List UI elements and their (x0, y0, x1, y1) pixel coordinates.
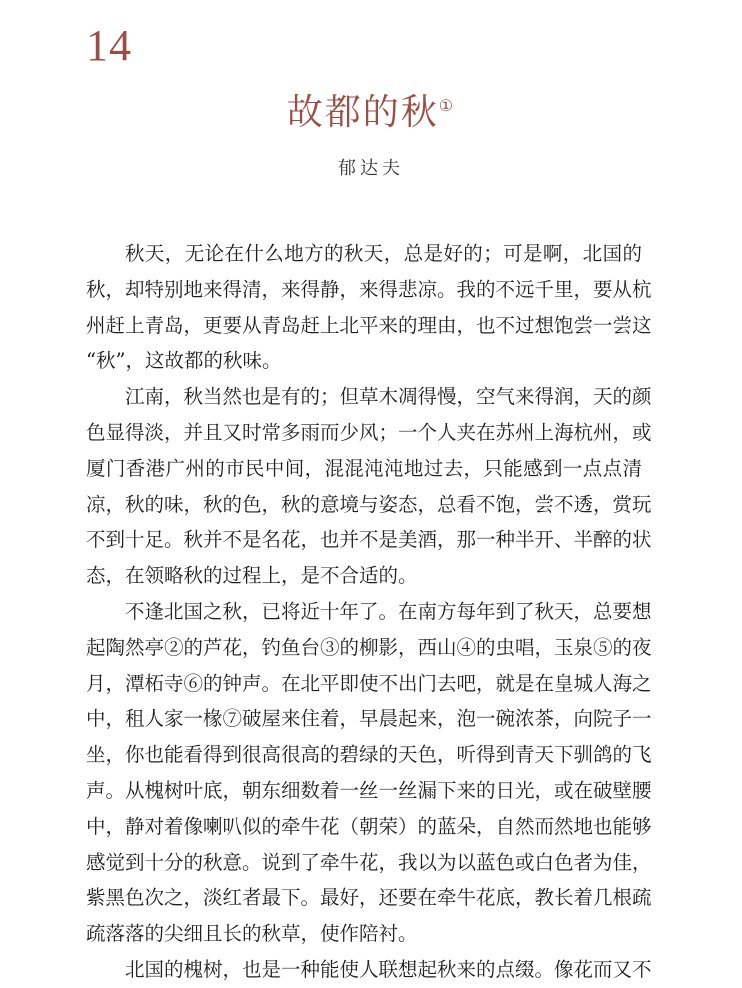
text-line: 感觉到十分的秋意。说到了牵牛花，我以为以蓝色或白色者为佳， (86, 850, 652, 874)
text-line: 州赶上青岛，更要从青岛赶上北平来的理由，也不过想饱尝一尝这 (86, 313, 652, 337)
text-line: 起陶然亭②的芦花，钓鱼台③的柳影，西山④的虫唱，玉泉⑤的夜 (86, 635, 652, 659)
text-line: 凉，秋的味，秋的色，秋的意境与姿态，总看不饱，尝不透，赏玩 (86, 492, 652, 516)
text-line: 秋，却特别地来得清，来得静，来得悲凉。我的不远千里，要从杭 (86, 277, 652, 301)
text-line: 江南，秋当然也是有的；但草木凋得慢，空气来得润，天的颜 (125, 385, 652, 409)
text-line: 北国的槐树，也是一种能使人联想起秋来的点缀。像花而又不 (125, 957, 652, 981)
article-body (86, 236, 652, 988)
text-line: “秋”，这故都的秋味。 (86, 349, 282, 373)
text-line: 不逢北国之秋，已将近十年了。在南方每年到了秋天，总要想 (125, 599, 652, 623)
text-line: 坐，你也能看得到很高很高的碧绿的天色，听得到青天下驯鸽的飞 (86, 743, 652, 767)
text-line: 秋天，无论在什么地方的秋天，总是好的；可是啊，北国的 (125, 242, 642, 265)
title-text: 故都的秋 (286, 92, 439, 133)
author-name: 郁达夫 (338, 158, 404, 179)
paragraph-3 (86, 594, 652, 952)
text-line: 中，租人家一椽⑦破屋来住着，早晨起来，泡一碗浓茶，向院子一 (86, 707, 652, 731)
text-line: 月，潭柘寺⑥的钟声。在北平即使不出门去吧，就是在皇城人海之 (86, 671, 652, 695)
paragraph-2 (86, 379, 652, 594)
footnote-marker: ① (438, 96, 456, 115)
lesson-number: 14 (86, 21, 132, 70)
text-line: 不到十足。秋并不是名花，也并不是美酒，那一种半开、半醉的状 (86, 528, 652, 552)
paragraph-1 (86, 236, 652, 379)
text-line: 态，在领略秋的过程上，是不合适的。 (86, 564, 418, 588)
text-line: 色显得淡，并且又时常多雨而少风；一个人夹在苏州上海杭州，或 (86, 420, 652, 444)
text-line: 厦门香港广州的市民中间，混混沌沌地过去，只能感到一点点清 (86, 456, 642, 480)
paragraph-4 (86, 952, 652, 988)
text-line: 中，静对着像喇叭似的牵牛花（朝荣）的蓝朵，自然而然地也能够 (86, 814, 652, 838)
text-line: 紫黑色次之，淡红者最下。最好，还要在牵牛花底，教长着几根疏 (86, 886, 652, 910)
text-line: 声。从槐树叶底，朝东细数着一丝一丝漏下来的日光，或在破壁腰 (86, 778, 652, 802)
text-line: 疏落落的尖细且长的秋草，使作陪衬。 (86, 922, 418, 946)
page-title (0, 84, 742, 135)
